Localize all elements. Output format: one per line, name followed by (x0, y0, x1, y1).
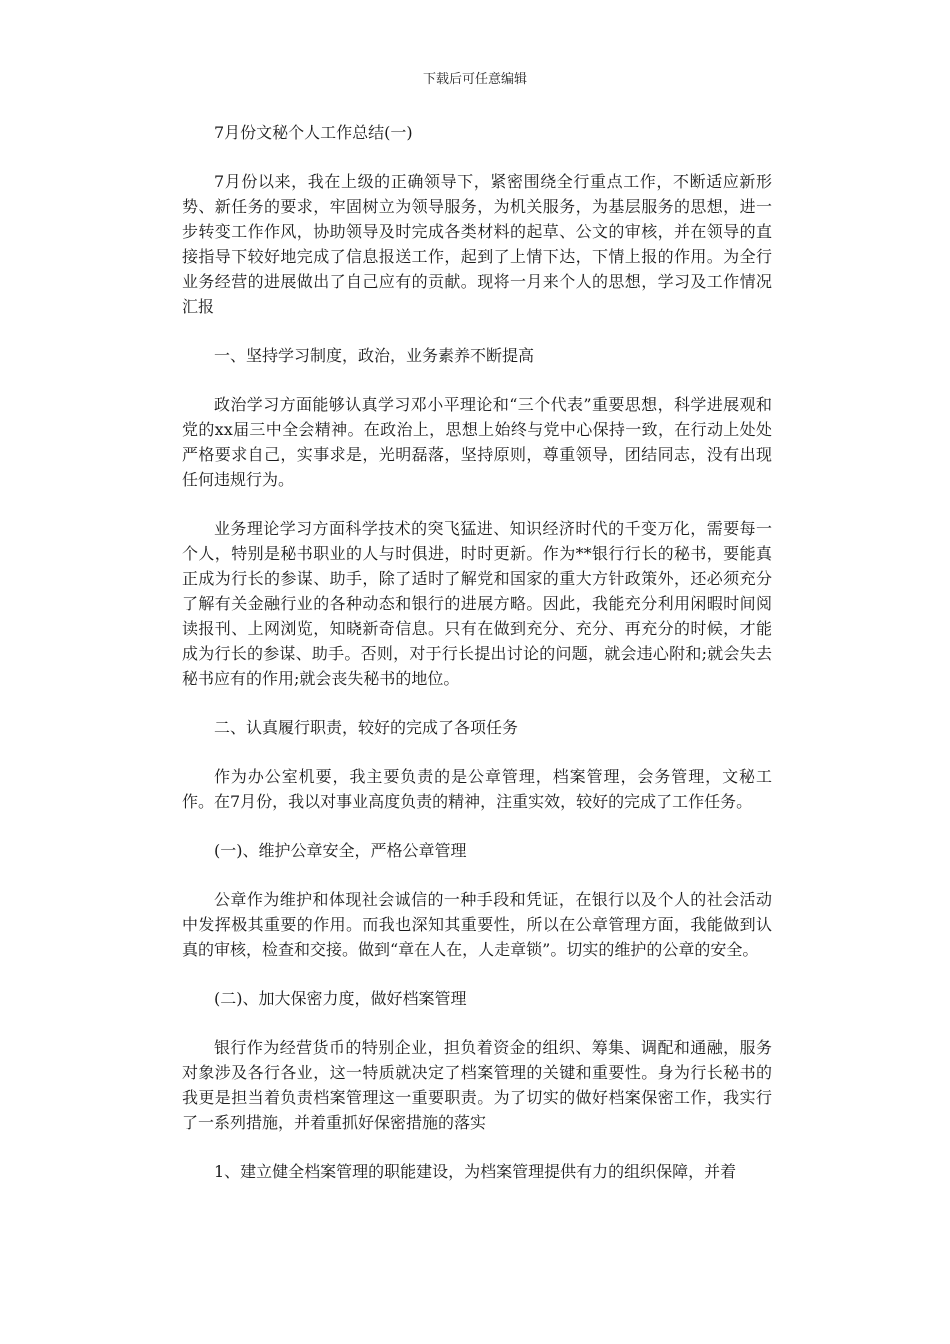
paragraph-business-study: 业务理论学习方面科学技术的突飞猛进、知识经济时代的千变万化，需要每一个人，特别是秘书职业的人与时俱进，时时更新。作为**银行行长的秘书，要能真正成为行长的参谋、助手，除了适时了解党和国家的重大方针政策外，还必须充分了解有关金融行业的各种动态和银行的进展方略。因此，我能充分利用闲暇时间阅读报刊、上网浏览，知晓新奇信息。只有在做到充分、充分、再充分的时候，才能成为行长的参谋、助手。否则，对于行长提出讨论的问题，就会违心附和;就会失去秘书应有的作用;就会丧失秘书的地位。 (182, 519, 772, 688)
paragraph-seal-management: 公章作为维护和体现社会诚信的一种手段和凭证，在银行以及个人的社会活动中发挥极其重要的作用。而我也深知其重要性，所以在公章管理方面，我能做到认真的审核，检查和交接。做到“章在人在，人走章锁”。切实的维护的公章的安全。 (182, 890, 772, 959)
section-heading-2: 二、认真履行职责，较好的完成了各项任务 (214, 718, 519, 737)
section-heading-1: 一、坚持学习制度，政治，业务素养不断提高 (214, 346, 535, 365)
subsection-heading-2: (二)、加大保密力度，做好档案管理 (214, 989, 467, 1008)
paragraph-political-study: 政治学习方面能够认真学习邓小平理论和“三个代表”重要思想，科学进展观和党的xx届三中全会精神。在政治上，思想上始终与党中心保持一致，在行动上处处严格要求自己，实事求是，光明磊落，坚持原则，尊重领导，团结同志，没有出现任何违规行为。 (182, 395, 772, 489)
document-body (182, 120, 772, 1208)
paragraph-archive-management: 银行作为经营货币的特别企业，担负着资金的组织、筹集、调配和通融，服务对象涉及各行各业，这一特质就决定了档案管理的关键和重要性。身为行长秘书的我更是担当着负责档案管理这一重要职责。为了切实的做好档案保密工作，我实行了一系列措施，并着重抓好保密措施的落实 (182, 1038, 772, 1132)
page-header: 下载后可任意编辑 (422, 72, 527, 87)
paragraph-intro: 7月份以来，我在上级的正确领导下，紧密围绕全行重点工作，不断适应新形势、新任务的要求，牢固树立为领导服务，为机关服务，为基层服务的思想，进一步转变工作作风，协助领导及时完成各类材料的起草、公文的审核，并在领导的直接指导下较好地完成了信息报送工作，起到了上情下达，下情上报的作用。为全行业务经营的进展做出了自己应有的贡献。现将一月来个人的思想，学习及工作情况汇报 (182, 172, 772, 316)
document-title: 7月份文秘个人工作总结(一) (214, 123, 413, 142)
subsection-heading-1: (一)、维护公章安全，严格公章管理 (214, 841, 467, 860)
list-item-1: 1、建立健全档案管理的职能建设，为档案管理提供有力的组织保障，并着 (214, 1162, 737, 1181)
paragraph-duties: 作为办公室机要，我主要负责的是公章管理，档案管理，会务管理，文秘工作。在7月份，我以对事业高度负责的精神，注重实效，较好的完成了工作任务。 (182, 767, 772, 811)
